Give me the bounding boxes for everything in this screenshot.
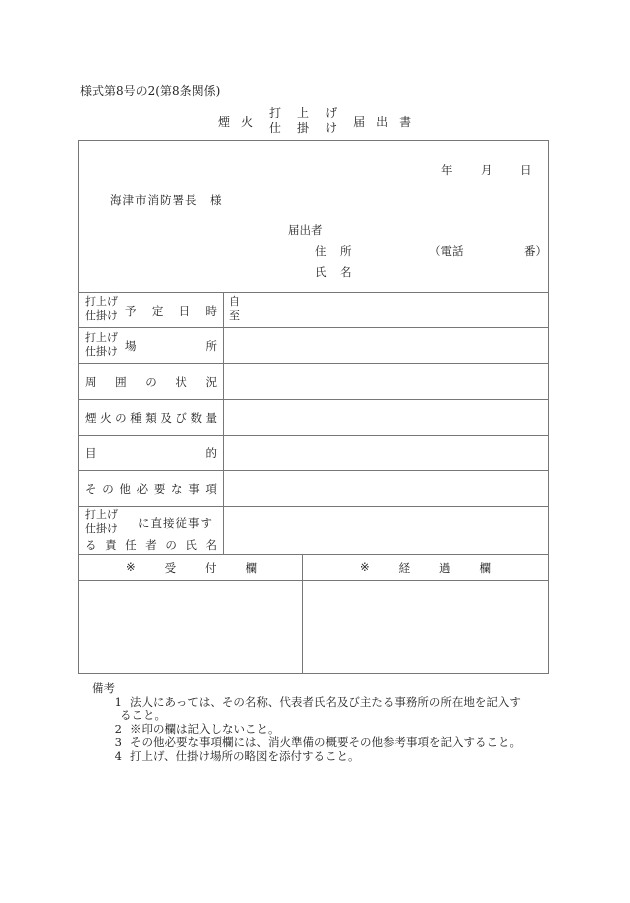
form-id: 様式第8号の2(第8条関係) bbox=[80, 84, 221, 98]
row-label-schedule: 予 定 日 時 bbox=[125, 304, 217, 318]
row-label-purpose: 目 的 bbox=[85, 446, 217, 460]
name-label-1: 氏 bbox=[315, 265, 327, 279]
phone-open: （電話 bbox=[429, 244, 464, 258]
document-title bbox=[218, 105, 422, 137]
address-label-1: 住 bbox=[315, 244, 327, 258]
day-label: 日 bbox=[520, 163, 532, 177]
title-char: 煙 bbox=[218, 114, 231, 129]
progress-header: ※ 経 過 欄 bbox=[360, 560, 491, 575]
row-label-surroundings: 周 囲 の 状 況 bbox=[85, 375, 217, 389]
title-stack: げ け bbox=[325, 106, 338, 135]
schedule-field[interactable]: 自 至 bbox=[229, 295, 240, 322]
notes-section: 備考 1 法人にあっては、その名称、代表者氏名及び主たる事務所の所在地を記入す ること。 2 ※印の欄は記入しないこと。 3 その他必要な事項欄には、消火準備の概要その他参考事項を記入すること。 4 打上げ、仕掛け場所の略図を添付すること。 bbox=[92, 681, 521, 763]
row-prefix: 打上げ 仕掛け bbox=[85, 295, 118, 322]
row-label-location: 場 所 bbox=[125, 339, 217, 353]
title-stack: 上 掛 bbox=[297, 106, 310, 135]
row-label-line1: に直接従事す bbox=[138, 516, 213, 530]
title-stack: 打 仕 bbox=[269, 106, 282, 135]
note-1: 法人にあっては、その名称、代表者氏名及び主たる事務所の所在地を記入す bbox=[130, 694, 521, 709]
applicant-label: 届出者 bbox=[288, 223, 323, 237]
title-char: 届 bbox=[353, 114, 366, 129]
row-prefix: 打上げ 仕掛け bbox=[85, 508, 118, 535]
row-label-other: そ の 他 必 要 な 事 項 bbox=[85, 482, 217, 496]
note-2: ※印の欄は記入しないこと。 bbox=[130, 721, 280, 736]
note-1-cont: ること。 bbox=[120, 708, 166, 722]
title-char: 書 bbox=[399, 114, 412, 129]
form-table bbox=[78, 140, 549, 674]
note-4: 打上げ、仕掛け場所の略図を添付すること。 bbox=[130, 748, 360, 763]
notes-heading: 備考 bbox=[92, 681, 115, 695]
year-label: 年 bbox=[441, 163, 453, 177]
row-label-fireworks-type: 煙 火 の 種 類 及 び 数 量 bbox=[85, 411, 217, 425]
name-label-2: 名 bbox=[340, 265, 352, 279]
row-prefix: 打上げ 仕掛け bbox=[85, 331, 118, 358]
title-char: 火 bbox=[241, 114, 254, 129]
month-label: 月 bbox=[481, 163, 493, 177]
title-char: 出 bbox=[376, 114, 389, 129]
note-3: その他必要な事項欄には、消火準備の概要その他参考事項を記入すること。 bbox=[130, 735, 521, 749]
reception-header: ※ 受 付 欄 bbox=[126, 560, 257, 575]
phone-close: 番） bbox=[524, 244, 547, 258]
row-label-responsible: る 責 任 者 の 氏 名 bbox=[85, 538, 217, 552]
addressee: 海津市消防署長 様 bbox=[110, 193, 223, 207]
address-label-2: 所 bbox=[340, 244, 352, 258]
